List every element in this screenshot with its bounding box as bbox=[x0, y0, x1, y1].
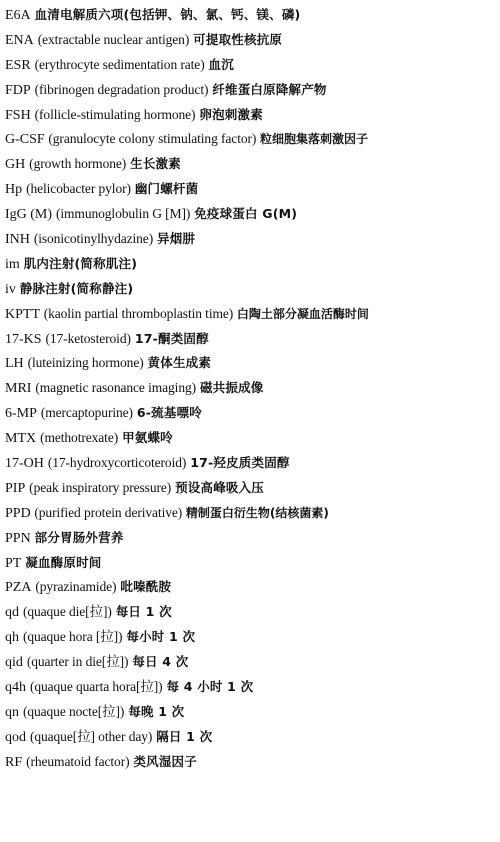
entry-abbreviation: KPTT bbox=[5, 306, 40, 322]
entry-chinese-term: 甲氨蝶呤 bbox=[122, 430, 173, 446]
glossary-entry-esr bbox=[5, 53, 500, 78]
glossary-entry-pt bbox=[5, 551, 500, 576]
entry-english-term: (luteinizing hormone) bbox=[27, 355, 144, 371]
entry-english-term: (quarter in die[拉]) bbox=[26, 654, 129, 670]
glossary-entry-17-ks bbox=[5, 327, 500, 352]
entry-chinese-term: 每日 4 次 bbox=[132, 654, 189, 670]
entry-abbreviation: FSH bbox=[5, 107, 31, 123]
glossary-entry-hp bbox=[5, 177, 500, 202]
entry-abbreviation: PIP bbox=[5, 480, 26, 496]
entry-english-term: (granulocyte colony stimulating factor) bbox=[48, 131, 257, 147]
entry-english-term: (peak inspiratory pressure) bbox=[29, 479, 172, 495]
entry-english-term: (erythrocyte sedimentation rate) bbox=[34, 56, 205, 72]
glossary-entry-mri bbox=[5, 376, 500, 401]
entry-abbreviation: MRI bbox=[5, 381, 32, 397]
glossary-entry-qh bbox=[5, 625, 500, 650]
entry-chinese-term: 异烟肼 bbox=[157, 231, 196, 247]
entry-english-term: (helicobacter pylor) bbox=[26, 181, 131, 197]
glossary-entry-ena bbox=[5, 28, 500, 53]
entry-chinese-term: 17-酮类固醇 bbox=[134, 330, 209, 346]
entry-english-term: (quaque[拉] other day) bbox=[29, 728, 153, 744]
entry-abbreviation: 17-OH bbox=[5, 456, 44, 472]
entry-english-term: (magnetic rasonance imaging) bbox=[35, 380, 197, 396]
entry-abbreviation: qod bbox=[5, 729, 26, 745]
entry-english-term: (fibrinogen degradation product) bbox=[34, 81, 209, 97]
entry-english-term: (follicle-stimulating hormone) bbox=[34, 106, 196, 122]
entry-abbreviation: PPN bbox=[5, 530, 31, 546]
glossary-entry-kptt bbox=[5, 302, 500, 327]
entry-chinese-term: 幽门螺杆菌 bbox=[134, 181, 199, 197]
entry-english-term: (quaque quarta hora[拉]) bbox=[29, 679, 163, 695]
glossary-entry-mtx bbox=[5, 426, 500, 451]
entry-chinese-term: 精制蛋白衍生物(结核菌素) bbox=[185, 505, 329, 520]
entry-abbreviation: 17-KS bbox=[5, 331, 42, 347]
entry-english-term: (extractable nuclear antigen) bbox=[37, 31, 190, 47]
entry-chinese-term: 凝血酶原时间 bbox=[25, 554, 102, 570]
entry-abbreviation: G-CSF bbox=[5, 132, 45, 148]
entry-chinese-term: 每晚 1 次 bbox=[128, 703, 185, 719]
entry-abbreviation: Hp bbox=[5, 182, 23, 198]
entry-english-term: (17-hydroxycorticoteroid) bbox=[47, 455, 187, 471]
entry-abbreviation: PZA bbox=[5, 580, 32, 596]
glossary-entry-qn bbox=[5, 700, 500, 725]
entry-abbreviation: im bbox=[5, 256, 20, 272]
entry-english-term: (immunoglobulin G [M]) bbox=[55, 206, 191, 222]
glossary-entry-qid bbox=[5, 650, 500, 675]
entry-chinese-term: 17-羟皮质类固醇 bbox=[190, 455, 290, 471]
entry-chinese-term: 每日 1 次 bbox=[115, 604, 172, 620]
entry-abbreviation: qd bbox=[5, 605, 19, 621]
entry-chinese-term: 磁共振成像 bbox=[199, 380, 264, 396]
glossary-entry-e6a bbox=[5, 3, 500, 28]
entry-english-term: (purified protein derivative) bbox=[34, 504, 183, 520]
glossary-entry-gh bbox=[5, 152, 500, 177]
entry-chinese-term: 免疫球蛋白 G(M) bbox=[194, 206, 298, 222]
entry-chinese-term: 6-巯基嘌呤 bbox=[136, 405, 202, 421]
entry-chinese-term: 预设高峰吸入压 bbox=[175, 479, 265, 495]
entry-abbreviation: FDP bbox=[5, 82, 31, 98]
glossary-entry-igg-m bbox=[5, 202, 500, 227]
entry-chinese-term: 肌内注射(简称肌注) bbox=[23, 255, 138, 271]
glossary-entry-g-csf bbox=[5, 127, 500, 152]
entry-english-term: (growth hormone) bbox=[29, 156, 127, 172]
glossary-entry-qd bbox=[5, 600, 500, 625]
glossary-entry-pza bbox=[5, 575, 500, 600]
entry-abbreviation: q4h bbox=[5, 680, 26, 696]
entry-chinese-term: 每小时 1 次 bbox=[126, 629, 196, 645]
entry-english-term: (quaque hora [拉]) bbox=[22, 629, 123, 645]
entry-abbreviation: MTX bbox=[5, 431, 37, 447]
glossary-entry-iv bbox=[5, 277, 500, 302]
entry-english-term: (rheumatoid factor) bbox=[26, 753, 130, 769]
glossary-entry-pip bbox=[5, 476, 500, 501]
entry-chinese-term: 每 4 小时 1 次 bbox=[166, 679, 254, 695]
entry-chinese-term: 血沉 bbox=[208, 56, 234, 72]
glossary-entry-qod bbox=[5, 725, 500, 750]
glossary-entry-inh bbox=[5, 227, 500, 252]
entry-abbreviation: qn bbox=[5, 704, 19, 720]
entry-english-term: (kaolin partial thromboplastin time) bbox=[43, 305, 234, 321]
entry-abbreviation: qid bbox=[5, 655, 23, 671]
entry-abbreviation: RF bbox=[5, 754, 23, 770]
entry-chinese-term: 粒细胞集落刺激因子 bbox=[259, 132, 368, 147]
entry-english-term: (pyrazinamide) bbox=[35, 579, 117, 595]
entry-abbreviation: 6-MP bbox=[5, 406, 37, 422]
entry-abbreviation: ENA bbox=[5, 32, 34, 48]
entry-english-term: (quaque nocte[拉]) bbox=[22, 703, 125, 719]
glossary-entry-im bbox=[5, 252, 500, 277]
entry-abbreviation: PPD bbox=[5, 505, 31, 521]
glossary-entry-lh bbox=[5, 351, 500, 376]
entry-chinese-term: 类风湿因子 bbox=[133, 753, 197, 769]
glossary-entry-ppn bbox=[5, 526, 500, 551]
entry-english-term: (methotrexate) bbox=[40, 430, 119, 446]
entry-chinese-term: 血清电解质六项(包括钾、钠、氯、钙、镁、磷) bbox=[34, 7, 301, 22]
entry-chinese-term: 可提取性核抗原 bbox=[193, 31, 283, 47]
entry-chinese-term: 卵泡刺激素 bbox=[199, 106, 263, 122]
entry-abbreviation: ESR bbox=[5, 57, 31, 73]
entry-abbreviation: LH bbox=[5, 356, 24, 372]
glossary-entry-fdp bbox=[5, 78, 500, 103]
entry-abbreviation: iv bbox=[5, 281, 16, 297]
glossary-entry-rf bbox=[5, 750, 500, 775]
entry-chinese-term: 纤维蛋白原降解产物 bbox=[212, 81, 327, 97]
entry-abbreviation: GH bbox=[5, 157, 26, 173]
entry-chinese-term: 静脉注射(简称静注) bbox=[19, 280, 134, 296]
entry-abbreviation: PT bbox=[5, 555, 22, 571]
entry-abbreviation: IgG (M) bbox=[5, 207, 53, 223]
entry-chinese-term: 吡嗪酰胺 bbox=[120, 579, 172, 595]
entry-english-term: (quaque die[拉]) bbox=[22, 604, 112, 620]
entry-chinese-term: 部分胃肠外营养 bbox=[34, 529, 124, 545]
entry-abbreviation: INH bbox=[5, 232, 30, 248]
glossary-entry-fsh bbox=[5, 103, 500, 128]
entry-chinese-term: 隔日 1 次 bbox=[156, 728, 213, 744]
entry-english-term: (mercaptopurine) bbox=[40, 405, 133, 421]
entry-english-term: (17-ketosteroid) bbox=[45, 330, 131, 346]
glossary-entry-ppd bbox=[5, 501, 500, 526]
entry-english-term: (isonicotinylhydazine) bbox=[33, 231, 154, 247]
entry-chinese-term: 白陶土部分凝血活酶时间 bbox=[236, 306, 369, 321]
glossary-entry-q4h bbox=[5, 675, 500, 700]
glossary-entry-17-oh bbox=[5, 451, 500, 476]
entry-abbreviation: E6A bbox=[5, 8, 31, 23]
entry-chinese-term: 黄体生成素 bbox=[147, 355, 212, 371]
entry-abbreviation: qh bbox=[5, 630, 19, 646]
entry-chinese-term: 生长激素 bbox=[130, 156, 181, 172]
glossary-entry-6-mp bbox=[5, 401, 500, 426]
